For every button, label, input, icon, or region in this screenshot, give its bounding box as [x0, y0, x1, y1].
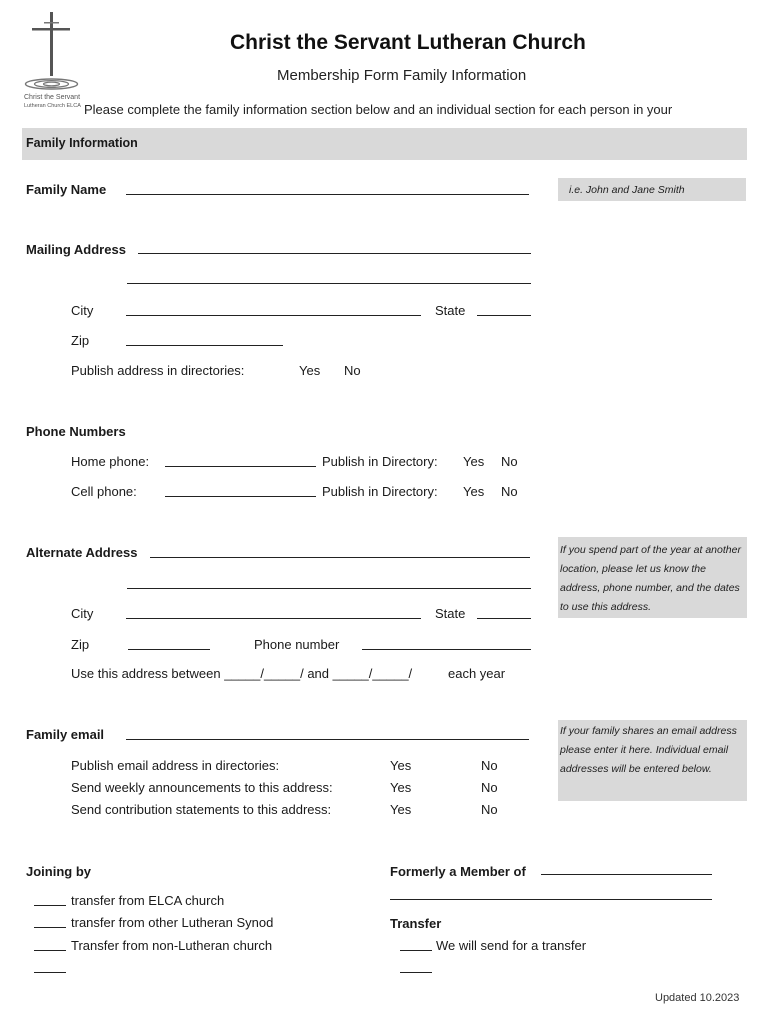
transfer-option: We will send for a transfer	[436, 938, 587, 953]
alternate-phone-label: Phone number	[254, 637, 340, 652]
weekly-announcements-yes[interactable]: Yes	[390, 780, 412, 795]
section-title: Family Information	[26, 136, 138, 150]
family-email-label: Family email	[26, 727, 105, 742]
contribution-statements-no[interactable]: No	[481, 802, 498, 817]
mailing-address-line2[interactable]	[127, 283, 531, 284]
weekly-announcements-no[interactable]: No	[481, 780, 498, 795]
mailing-address-label: Mailing Address	[26, 242, 126, 257]
updated-date: Updated 10.2023	[655, 992, 740, 1004]
logo-text-line1: Christ the Servant	[24, 94, 81, 101]
mailing-zip-field[interactable]	[126, 345, 283, 346]
publish-email-no[interactable]: No	[481, 758, 498, 773]
joining-option-3-blank[interactable]	[34, 950, 66, 951]
alternate-city-label: City	[71, 606, 94, 621]
email-note: If your family shares an email address please enter it here. Individual email addresses will be entered below.	[560, 725, 737, 775]
home-phone-publish-label: Publish in Directory:	[322, 454, 438, 469]
joining-option-2: transfer from other Lutheran Synod	[71, 915, 274, 930]
alternate-phone-field[interactable]	[362, 649, 531, 650]
alternate-address-line2[interactable]	[127, 588, 531, 589]
publish-email-label: Publish email address in directories:	[71, 758, 280, 773]
alternate-zip-label: Zip	[71, 637, 90, 652]
alternate-dates-suffix: each year	[448, 666, 506, 681]
family-name-hint: i.e. John and Jane Smith	[569, 184, 685, 196]
family-name-field[interactable]	[126, 194, 529, 195]
cell-phone-field[interactable]	[165, 496, 316, 497]
mailing-zip-label: Zip	[71, 333, 90, 348]
cell-phone-yes[interactable]: Yes	[463, 484, 485, 499]
joining-by-label: Joining by	[26, 864, 91, 879]
alternate-state-label: State	[435, 606, 466, 621]
publish-address-no[interactable]: No	[344, 363, 361, 378]
alternate-note: If you spend part of the year at another location, please let us know the address, phone number, and the dates to use this address.	[560, 544, 741, 613]
phone-numbers-label: Phone Numbers	[26, 424, 126, 439]
alternate-state-field[interactable]	[477, 618, 531, 619]
transfer-label: Transfer	[390, 916, 442, 931]
joining-option-2-blank[interactable]	[34, 927, 66, 928]
cell-phone-label: Cell phone:	[71, 484, 137, 499]
church-logo	[22, 12, 82, 112]
publish-address-yes[interactable]: Yes	[299, 363, 321, 378]
mailing-address-line1[interactable]	[138, 253, 531, 254]
alternate-zip-field[interactable]	[128, 649, 210, 650]
formerly-member-field-line2[interactable]	[390, 899, 712, 900]
mailing-city-label: City	[71, 303, 94, 318]
contribution-statements-label: Send contribution statements to this address:	[71, 802, 332, 817]
alternate-address-label: Alternate Address	[26, 545, 138, 560]
mailing-city-field[interactable]	[126, 315, 421, 316]
intro-text: Please complete the family information section below and an individual section for each person in your	[84, 102, 673, 117]
transfer-option-blank[interactable]	[400, 950, 432, 951]
alternate-city-field[interactable]	[126, 618, 421, 619]
page-subtitle: Membership Form Family Information	[277, 67, 527, 84]
alternate-dates-label[interactable]: Use this address between _____/_____/ and _____/_____/	[71, 666, 413, 681]
formerly-member-label: Formerly a Member of	[390, 864, 526, 879]
contribution-statements-yes[interactable]: Yes	[390, 802, 412, 817]
weekly-announcements-label: Send weekly announcements to this address:	[71, 780, 333, 795]
cell-phone-publish-label: Publish in Directory:	[322, 484, 438, 499]
publish-address-label: Publish address in directories:	[71, 363, 245, 378]
mailing-state-field[interactable]	[477, 315, 531, 316]
home-phone-yes[interactable]: Yes	[463, 454, 485, 469]
transfer-option-2-blank[interactable]	[400, 972, 432, 973]
mailing-state-label: State	[435, 303, 466, 318]
family-name-label: Family Name	[26, 182, 107, 197]
joining-option-1-blank[interactable]	[34, 905, 66, 906]
home-phone-label: Home phone:	[71, 454, 150, 469]
joining-option-1: transfer from ELCA church	[71, 893, 225, 908]
joining-option-3: Transfer from non-Lutheran church	[71, 938, 273, 953]
joining-option-4-blank[interactable]	[34, 972, 66, 973]
cell-phone-no[interactable]: No	[501, 484, 518, 499]
alternate-address-line1[interactable]	[150, 557, 530, 558]
page-title: Christ the Servant Lutheran Church	[230, 31, 586, 54]
publish-email-yes[interactable]: Yes	[390, 758, 412, 773]
home-phone-field[interactable]	[165, 466, 316, 467]
formerly-member-field[interactable]	[541, 874, 712, 875]
family-email-field[interactable]	[126, 739, 529, 740]
home-phone-no[interactable]: No	[501, 454, 518, 469]
logo-text-line2: Lutheran Church ELCA	[24, 103, 81, 109]
